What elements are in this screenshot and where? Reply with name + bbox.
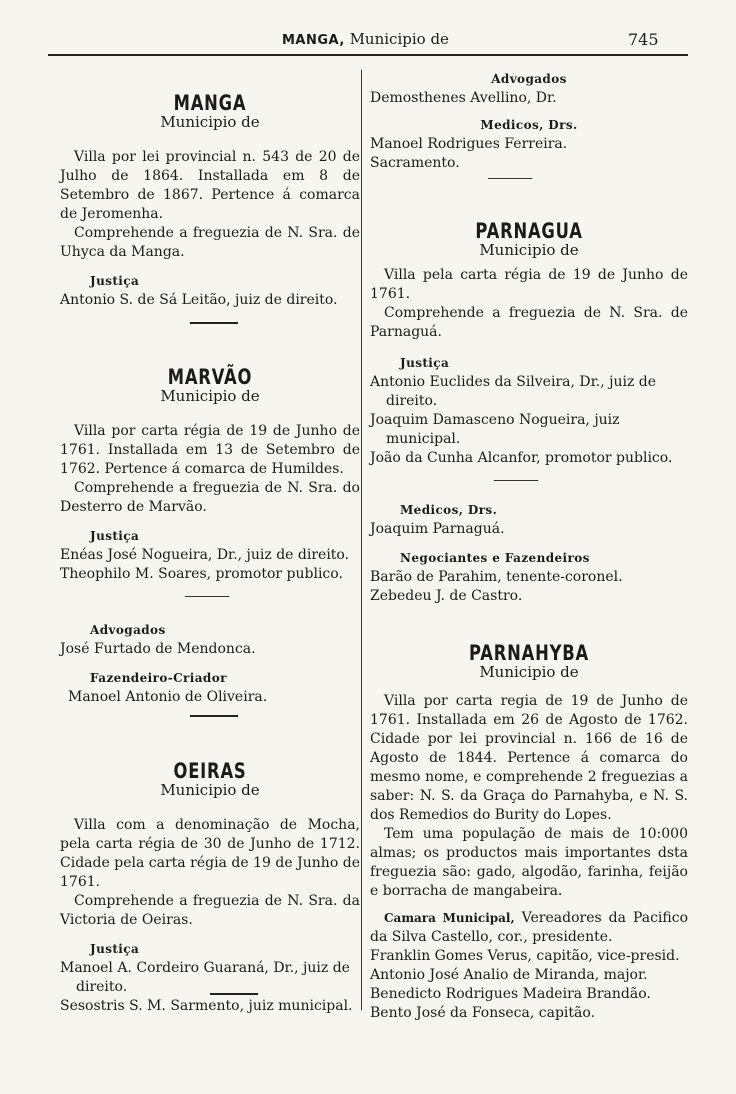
list-item: Barão de Parahim, tenente-coronel. — [370, 569, 623, 585]
camara-heading: Camara Municipal, — [384, 911, 515, 925]
camara-first: Vereadores da Pacifico da Silva Castello, cor., presidente. — [370, 910, 689, 945]
list-item: Manoel Antonio de Oliveira. — [68, 689, 268, 705]
medicos-heading: Medicos, Drs. — [480, 118, 578, 132]
section-subtitle: Municipio de — [479, 241, 579, 259]
history-paragraph: Villa pela carta régia de 19 de Junho de 1761. — [370, 267, 688, 302]
list-item: Franklin Gomes Verus, capitão, vice-presid. — [370, 948, 680, 964]
section-rule — [190, 322, 238, 324]
parish-paragraph: Comprehende a freguezia de N. Sra. da Victoria de Oeiras. — [60, 893, 360, 928]
section-rule — [210, 993, 258, 995]
oeiras-section — [60, 759, 360, 1016]
fazendeiro-heading: Fazendeiro-Criador — [90, 671, 227, 685]
section-subtitle: Municipio de — [479, 663, 579, 681]
parnahyba-section — [370, 641, 689, 1023]
list-item: Demosthenes Avellino, Dr. — [370, 90, 557, 106]
justica-heading: Justiça — [90, 274, 140, 288]
section-title: PARNAGUA — [475, 219, 583, 243]
list-item: Bento José da Fonseca, capitão. — [370, 1005, 595, 1021]
history-paragraph: Villa com a denominação de Mocha, pela carta régia de 30 de Junho de 1712. Cidade pela carta régia de 19 de Junho de 1761. — [60, 817, 360, 890]
list-item: Enéas José Nogueira, Dr., juiz de direito. — [60, 547, 350, 563]
list-item: Manoel A. Cordeiro Guaraná, Dr., juiz de direito. — [60, 960, 350, 995]
advogados-heading: Advogados — [90, 623, 166, 637]
list-item: Antonio Euclides da Silveira, Dr., juiz de direito. — [370, 374, 657, 409]
advogados-heading: Advogados — [491, 72, 567, 86]
running-head — [0, 30, 736, 50]
justica-heading: Justiça — [90, 529, 140, 543]
parnagua-section — [370, 219, 688, 606]
history-paragraph: Villa por carta régia de 19 de Junho de 1761. Installada em 13 de Setembro de 1762. Pertence á comarca de Humildes. — [60, 423, 360, 477]
list-item: Joaquim Parnaguá. — [370, 521, 505, 537]
justica-heading: Justiça — [90, 942, 140, 956]
small-rule — [185, 596, 229, 597]
section-title: MARVÃO — [167, 365, 253, 389]
history-paragraph: Villa por carta regia de 19 de Junho de 1761. Installada em 26 de Agosto de 1762. Cidade por lei provincial n. 166 de 16 de Agosto de 1844. Pertence á comarca do mesmo nome, e comprehende 2 freguezias a saber: N. S. da Graça do Parnahyba, e N. S. dos Remedios do Burity do Lopes. — [370, 693, 688, 823]
section-title: PARNAHYBA — [469, 641, 589, 665]
list-item: João da Cunha Alcanfor, promotor publico. — [370, 450, 673, 466]
section-rule — [190, 715, 238, 717]
section-title: MANGA — [173, 91, 247, 115]
section-subtitle: Municipio de — [160, 113, 260, 131]
manga-continued — [370, 70, 688, 173]
list-item: Antonio José Analio de Miranda, major. — [370, 967, 648, 983]
small-rule — [494, 480, 538, 481]
header-rule — [48, 54, 688, 56]
negociantes-heading: Negociantes e Fazendeiros — [400, 551, 590, 565]
list-item: Benedicto Rodrigues Madeira Brandão. — [370, 986, 651, 1002]
medicos-heading: Medicos, Drs. — [400, 503, 498, 517]
column-divider — [361, 70, 362, 1010]
list-item: Antonio S. de Sá Leitão, juiz de direito. — [60, 292, 338, 308]
list-item: Manoel Rodrigues Ferreira. — [370, 136, 568, 152]
section-title: OEIRAS — [173, 759, 247, 783]
list-item: Joaquim Damasceno Nogueira, juiz municipal. — [370, 412, 620, 447]
manga-section — [60, 91, 360, 310]
running-head-title: MANGA, Municipio de — [282, 30, 449, 48]
justica-heading: Justiça — [400, 356, 450, 370]
marvao-section — [60, 365, 360, 707]
list-item: Zebedeu J. de Castro. — [370, 588, 523, 604]
history-paragraph: Villa por lei provincial n. 543 de 20 de Julho de 1864. Installada em 8 de Setembro de 1867. Pertence á comarca de Jeromenha. — [60, 149, 360, 222]
list-item: Sesostris S. M. Sarmento, juiz municipal. — [60, 998, 353, 1014]
parish-paragraph: Comprehende a freguezia de N. Sra. do Desterro de Marvão. — [60, 480, 360, 515]
list-item: José Furtado de Mendonca. — [60, 641, 256, 657]
section-subtitle: Municipio de — [160, 781, 260, 799]
small-rule — [488, 178, 532, 179]
camara-paragraph — [370, 909, 688, 947]
population-paragraph: Tem uma população de mais de 10:000 almas; os productos mais importantes dsta freguezia são: gado, algodão, farinha, feijão e borracha de mangabeira. — [370, 826, 688, 899]
parish-paragraph: Comprehende a freguezia de N. Sra. de Uhyca da Manga. — [60, 225, 360, 260]
parish-paragraph: Comprehende a freguezia de N. Sra. de Parnaguá. — [370, 305, 688, 340]
page-number: 745 — [628, 30, 659, 49]
section-subtitle: Municipio de — [160, 387, 260, 405]
list-item: Sacramento. — [370, 155, 460, 171]
list-item: Theophilo M. Soares, promotor publico. — [60, 566, 343, 582]
